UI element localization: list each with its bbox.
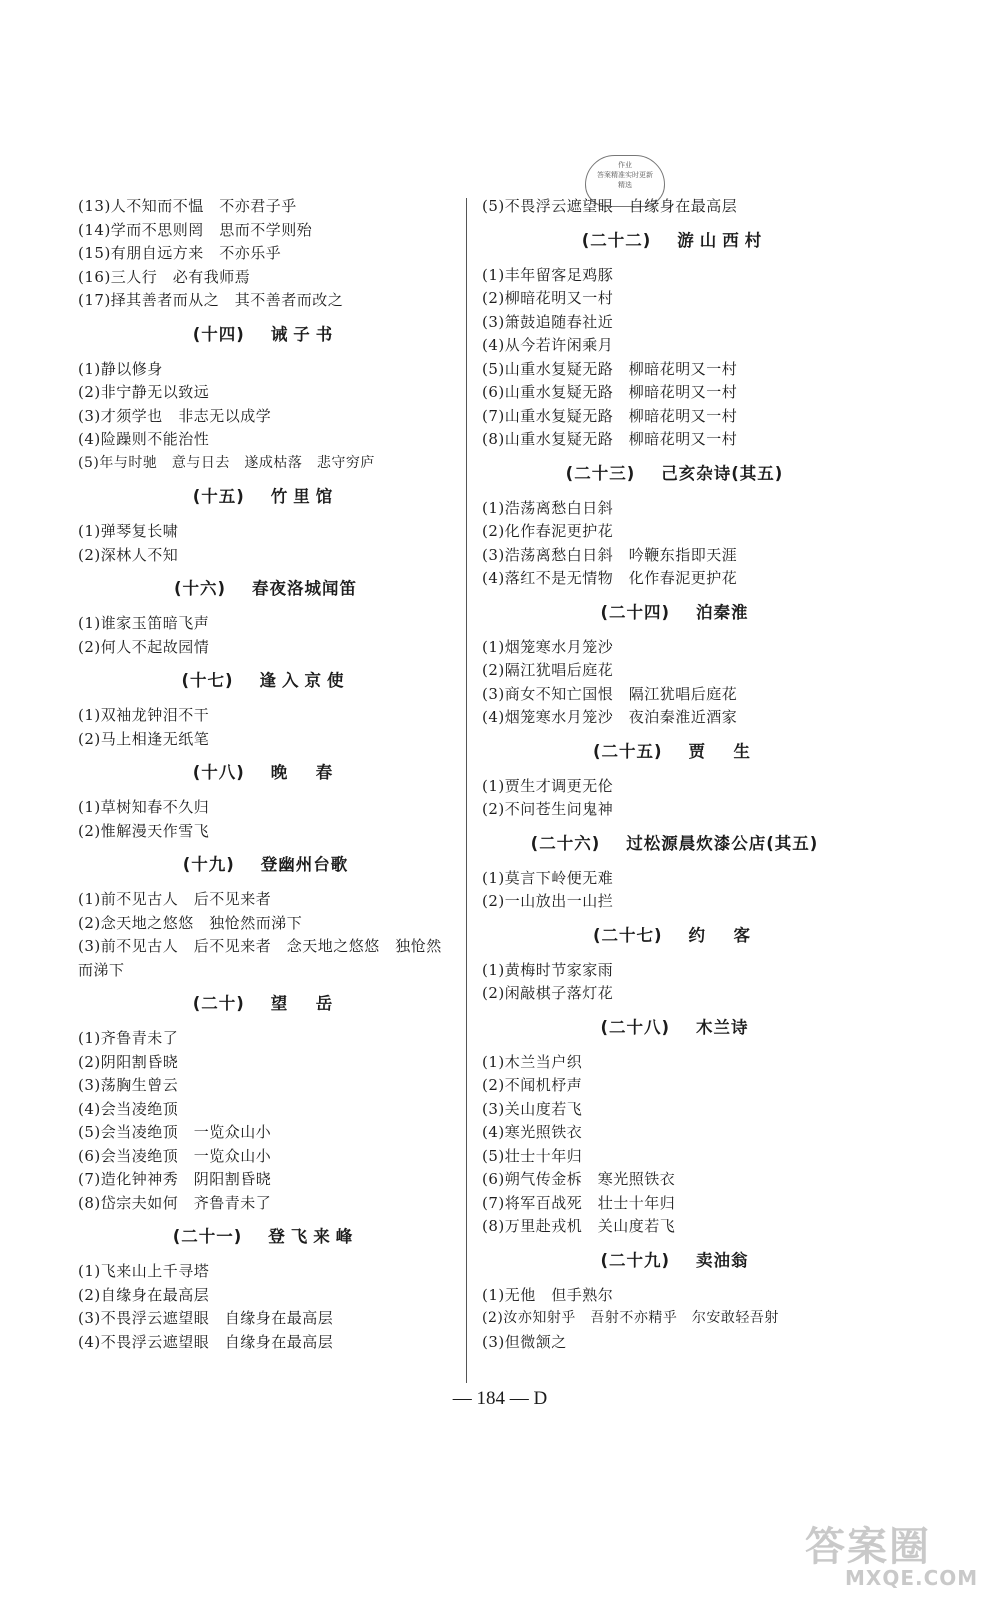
answer-line: (7)造化钟神秀 阴阳割昏晓 bbox=[78, 1170, 272, 1188]
answer-line: (17)择其善者而从之 其不善者而改之 bbox=[78, 291, 344, 309]
answer-line: (6)会当凌绝顶 一览众山小 bbox=[78, 1146, 272, 1165]
section-title: 游山西村 bbox=[677, 230, 768, 250]
section-heading bbox=[78, 1225, 453, 1249]
answer-line: (6)朔气传金柝 寒光照铁衣 bbox=[482, 1170, 676, 1188]
answer-line: (3)不畏浮云遮望眼 自缘身在最高层 bbox=[78, 1309, 334, 1327]
answer-line: (1)静以修身 bbox=[78, 359, 163, 378]
left-column bbox=[78, 195, 453, 1354]
section-title: 过松源晨炊漆公店(其五) bbox=[626, 833, 819, 853]
answer-line: (3)荡胸生曾云 bbox=[78, 1076, 179, 1094]
answer-line: (2)深林人不知 bbox=[78, 545, 179, 564]
answer-line: (2)何人不起故园情 bbox=[78, 637, 210, 656]
answer-line: (15)有朋自远方来 不亦乐乎 bbox=[78, 244, 282, 262]
answer-line: (2)非宁静无以致远 bbox=[78, 383, 210, 401]
answer-line: (2)马上相逢无纸笔 bbox=[78, 729, 210, 748]
answer-line: (3)关山度若飞 bbox=[482, 1099, 583, 1118]
section-title: 逢入京使 bbox=[259, 671, 350, 690]
section-heading bbox=[78, 761, 453, 785]
answer-line: (2)一山放出一山拦 bbox=[482, 892, 614, 910]
answer-line: (3)浩荡离愁白日斜 吟鞭东指即天涯 bbox=[482, 545, 738, 564]
answer-line: (4)寒光照铁衣 bbox=[482, 1123, 583, 1141]
answer-line: (7)山重水复疑无路 柳暗花明又一村 bbox=[482, 406, 738, 425]
answer-line: (1)双袖龙钟泪不干 bbox=[78, 706, 210, 724]
answer-line: (2)闲敲棋子落灯花 bbox=[482, 984, 614, 1002]
answer-line: (2)阴阳割昏晓 bbox=[78, 1052, 179, 1071]
answer-line: (8)山重水复疑无路 柳暗花明又一村 bbox=[482, 430, 738, 448]
section-heading bbox=[78, 577, 453, 601]
answer-line: (1)飞来山上千寻塔 bbox=[78, 1262, 210, 1280]
answer-line: (3)箫鼓追随春社近 bbox=[482, 312, 614, 331]
section-title: 望 岳 bbox=[270, 994, 339, 1013]
answer-line: (3)才须学也 非志无以成学 bbox=[78, 406, 272, 425]
answer-line: (5)不畏浮云遮望眼 自缘身在最高层 bbox=[482, 197, 738, 215]
answer-line: (13)人不知而不愠 不亦君子乎 bbox=[78, 197, 297, 215]
answer-line: (1)黄梅时节家家雨 bbox=[482, 960, 614, 979]
answer-line: (1)烟笼寒水月笼沙 bbox=[482, 637, 614, 656]
answer-line: (3)前不见古人 后不见来者 念天地之悠悠 独怆然而涕下 bbox=[78, 937, 442, 979]
section-number: (十七) bbox=[181, 671, 234, 690]
section-title: 竹里馆 bbox=[270, 487, 339, 506]
answer-line: (2)惟解漫天作雪飞 bbox=[78, 821, 210, 840]
answer-line: (4)落红不是无情物 化作春泥更护花 bbox=[482, 569, 738, 587]
section-heading bbox=[78, 485, 453, 509]
answer-line: (4)从今若许闲乘月 bbox=[482, 336, 614, 354]
section-title: 诫子书 bbox=[270, 324, 339, 344]
section-title: 木兰诗 bbox=[696, 1017, 749, 1037]
column-divider bbox=[466, 198, 467, 1383]
answer-line: (1)谁家玉笛暗飞声 bbox=[78, 614, 210, 632]
section-number: (二十九) bbox=[600, 1250, 671, 1270]
section-number: (二十八) bbox=[600, 1017, 671, 1037]
section-heading bbox=[482, 740, 867, 764]
answer-line: (4)会当凌绝顶 bbox=[78, 1099, 179, 1118]
section-heading bbox=[78, 853, 453, 877]
answer-line: (8)岱宗夫如何 齐鲁青未了 bbox=[78, 1193, 272, 1212]
answer-line: (5)会当凌绝顶 一览众山小 bbox=[78, 1123, 272, 1141]
section-number: (二十) bbox=[192, 994, 245, 1013]
section-title: 贾 生 bbox=[688, 741, 757, 761]
section-number: (十四) bbox=[192, 324, 245, 344]
answer-line: (2)汝亦知射乎 吾射不亦精乎 尔安敢轻吾射 bbox=[482, 1310, 779, 1326]
answer-line: (1)前不见古人 后不见来者 bbox=[78, 890, 272, 908]
section-heading bbox=[78, 669, 453, 693]
answer-line: (6)山重水复疑无路 柳暗花明又一村 bbox=[482, 383, 738, 401]
section-number: (十五) bbox=[192, 487, 245, 506]
answer-line: (14)学而不思则罔 思而不学则殆 bbox=[78, 220, 313, 239]
answer-line: (1)贾生才调更无伦 bbox=[482, 776, 614, 795]
site-watermark: 答案圈 MXQE.COM bbox=[805, 1524, 979, 1590]
section-number: (二十四) bbox=[600, 602, 671, 622]
answer-line: (5)年与时驰 意与日去 遂成枯落 悲守穷庐 bbox=[78, 454, 375, 471]
section-heading bbox=[482, 1249, 867, 1273]
section-heading bbox=[482, 229, 867, 253]
section-number: (二十二) bbox=[581, 230, 652, 250]
section-heading bbox=[78, 323, 453, 347]
answer-line: (2)化作春泥更护花 bbox=[482, 522, 614, 540]
section-number: (二十六) bbox=[530, 833, 601, 853]
section-heading bbox=[482, 924, 867, 948]
answer-line: (3)但微颔之 bbox=[482, 1332, 567, 1351]
answer-line: (1)丰年留客足鸡豚 bbox=[482, 265, 614, 284]
section-title: 春夜洛城闻笛 bbox=[252, 579, 358, 598]
answer-line: (1)浩荡离愁白日斜 bbox=[482, 498, 614, 517]
section-title: 卖油翁 bbox=[696, 1250, 749, 1270]
answer-line: (1)弹琴复长啸 bbox=[78, 522, 179, 540]
section-number: (二十七) bbox=[592, 925, 663, 945]
answer-line: (2)不问苍生问鬼神 bbox=[482, 800, 614, 818]
answer-line: (2)自缘身在最高层 bbox=[78, 1285, 210, 1304]
section-number: (二十一) bbox=[172, 1227, 243, 1246]
page-number: — 184 — D bbox=[452, 1388, 548, 1409]
answer-line: (1)草树知春不久归 bbox=[78, 798, 210, 816]
section-title: 己亥杂诗(其五) bbox=[661, 463, 784, 483]
answer-line: (2)念天地之悠悠 独怆然而涕下 bbox=[78, 913, 303, 932]
answer-line: (1)木兰当户织 bbox=[482, 1052, 583, 1071]
section-number: (二十三) bbox=[565, 463, 636, 483]
answer-stamp-logo: 作业 答案精准实时更新 精选 bbox=[585, 155, 665, 207]
section-title: 登飞来峰 bbox=[268, 1227, 359, 1246]
answer-line: (1)莫言下岭便无难 bbox=[482, 868, 614, 887]
section-title: 晚 春 bbox=[270, 763, 339, 782]
answer-line: (3)商女不知亡国恨 隔江犹唱后庭花 bbox=[482, 684, 738, 703]
answer-line: (8)万里赴戎机 关山度若飞 bbox=[482, 1217, 676, 1235]
section-number: (二十五) bbox=[592, 741, 663, 761]
section-title: 约 客 bbox=[688, 925, 757, 945]
section-heading bbox=[78, 992, 453, 1016]
section-number: (十六) bbox=[173, 579, 227, 598]
answer-line: (2)不闻机杼声 bbox=[482, 1076, 583, 1094]
right-column bbox=[482, 195, 867, 1354]
section-number: (十九) bbox=[182, 855, 235, 874]
answer-line: (2)柳暗花明又一村 bbox=[482, 289, 614, 307]
answer-line: (5)壮士十年归 bbox=[482, 1146, 583, 1165]
section-heading bbox=[482, 601, 867, 625]
answer-line: (5)山重水复疑无路 柳暗花明又一村 bbox=[482, 359, 738, 378]
section-number: (十八) bbox=[192, 763, 245, 782]
section-heading bbox=[482, 1016, 867, 1040]
answer-line: (4)不畏浮云遮望眼 自缘身在最高层 bbox=[78, 1332, 334, 1351]
section-title: 登幽州台歌 bbox=[260, 855, 349, 874]
answer-line: (1)齐鲁青未了 bbox=[78, 1029, 179, 1047]
answer-line: (16)三人行 必有我师焉 bbox=[78, 267, 251, 286]
answer-line: (1)无他 但手熟尔 bbox=[482, 1285, 614, 1304]
section-heading bbox=[482, 462, 867, 486]
continued-items bbox=[78, 195, 453, 313]
section-heading bbox=[482, 832, 867, 856]
answer-line: (2)隔江犹唱后庭花 bbox=[482, 661, 614, 679]
answer-line: (4)险躁则不能治性 bbox=[78, 430, 210, 448]
answer-line: (4)烟笼寒水月笼沙 夜泊秦淮近酒家 bbox=[482, 708, 738, 726]
answer-line: (7)将军百战死 壮士十年归 bbox=[482, 1193, 676, 1212]
section-title: 泊秦淮 bbox=[696, 602, 749, 622]
